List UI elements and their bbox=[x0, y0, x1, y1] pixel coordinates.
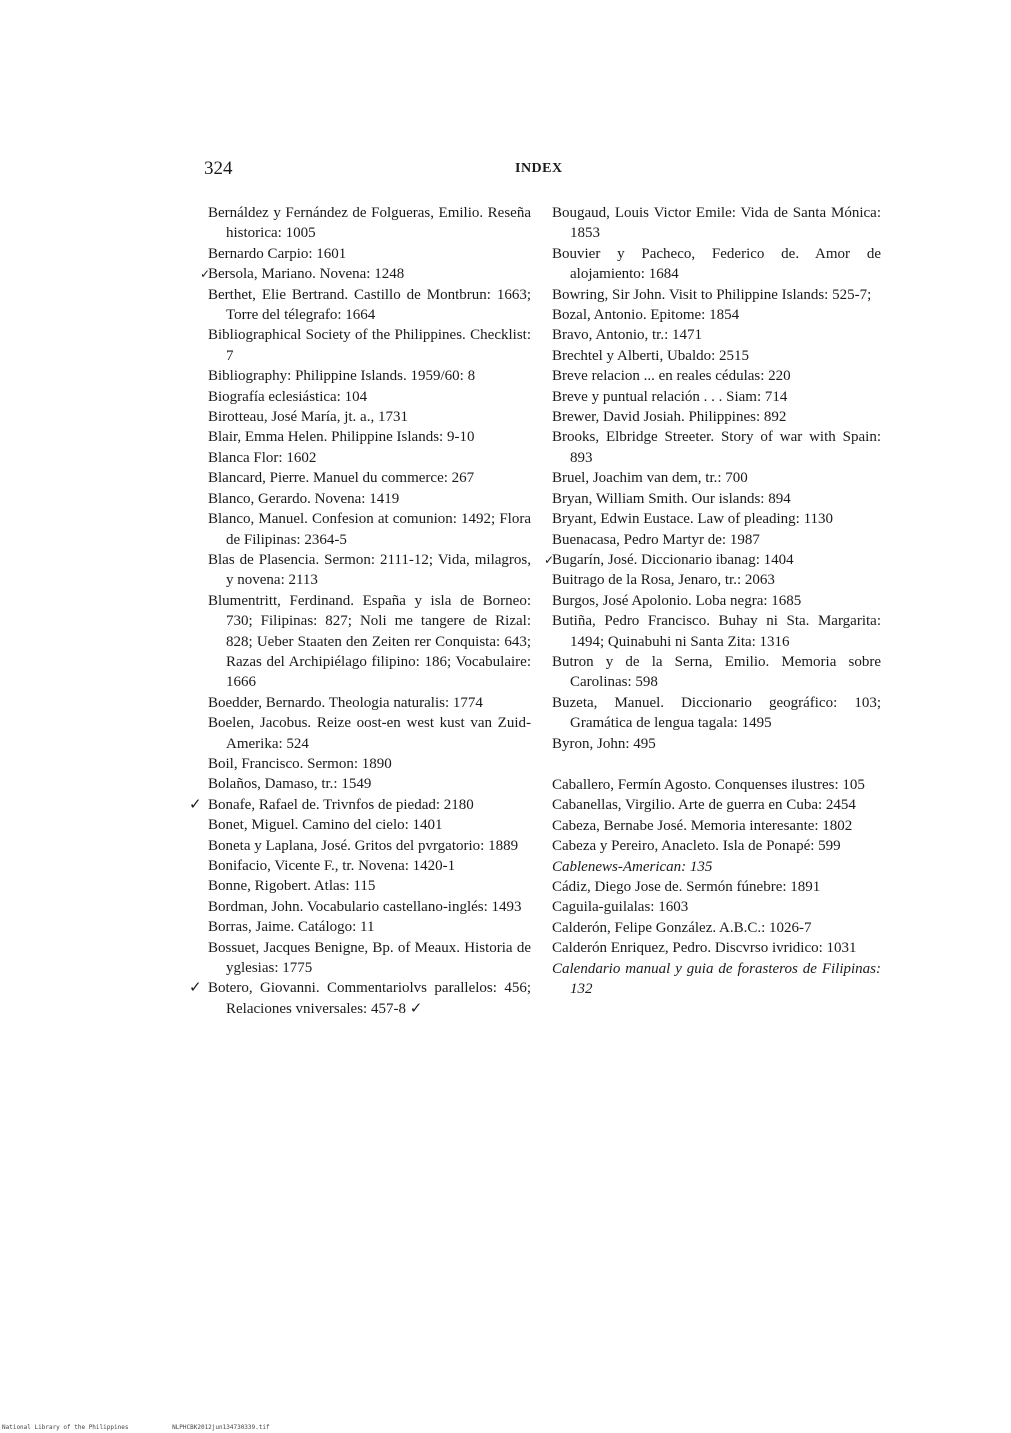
index-entry bbox=[208, 550, 531, 591]
index-column-right bbox=[544, 203, 881, 999]
index-entry-text: Boneta y Laplana, José. Gritos del pvrgatorio: 1889 bbox=[208, 837, 519, 854]
index-entry-text: Bolaños, Damaso, tr.: 1549 bbox=[208, 776, 372, 793]
index-entry-text: Blancard, Pierre. Manuel du commerce: 267 bbox=[208, 470, 475, 487]
index-entry-text: Bordman, John. Vocabulario castellano-inglés: 1493 bbox=[208, 898, 522, 915]
index-entry bbox=[552, 734, 881, 754]
index-entry bbox=[208, 387, 531, 407]
index-entry-text: Bruel, Joachim van dem, tr.: 700 bbox=[552, 470, 748, 487]
index-entry bbox=[552, 693, 881, 734]
index-entry-text: Buitrago de la Rosa, Jenaro, tr.: 2063 bbox=[552, 572, 775, 589]
index-entry-text: Bougaud, Louis Victor Emile: Vida de Santa Mónica: 1853 bbox=[552, 205, 881, 242]
index-entry bbox=[552, 509, 881, 529]
index-entry-text: Buzeta, Manuel. Diccionario geográfico: 103; Gramática de lengua tagala: 1495 bbox=[552, 694, 881, 732]
index-entry bbox=[552, 877, 881, 897]
check-mark-icon: ✓ bbox=[189, 980, 202, 997]
index-entry bbox=[208, 713, 531, 754]
index-entry bbox=[208, 427, 531, 447]
index-entry bbox=[208, 938, 531, 979]
index-entry bbox=[189, 795, 531, 815]
index-entry-text: Blanco, Manuel. Confesion at comunion: 1492; Flora de Filipinas: 2364-5 bbox=[208, 511, 531, 548]
index-entry-text: Bibliographical Society of the Philippines. Checklist: 7 bbox=[208, 327, 531, 364]
index-entry-text: Bonne, Rigobert. Atlas: 115 bbox=[208, 878, 376, 895]
index-entry-text: Blumentritt, Ferdinand. España y isla de Borneo: 730; Filipinas: 827; Noli me tangere de Rizal: 828; Ueber Staaten den Zeiten rer Conquista: 643; Razas del Archipiélago filipino: 186; Vocabulaire: 1666 bbox=[208, 592, 531, 691]
index-entry-text: Bravo, Antonio, tr.: 1471 bbox=[552, 327, 702, 344]
index-entry-text: Butiña, Pedro Francisco. Buhay ni Sta. Margarita: 1494; Quinabuhi ni Santa Zita: 1316 bbox=[552, 613, 881, 650]
index-entry-text: Botero, Giovanni. Commentariolvs parallelos: 456; Relaciones vniversales: 457-8 ✓ bbox=[208, 980, 531, 1017]
index-entry bbox=[552, 325, 881, 345]
scan-footer-library: National Library of the Philippines bbox=[2, 1424, 129, 1431]
index-entry-text: Bryan, William Smith. Our islands: 894 bbox=[552, 490, 791, 507]
index-entry-text: Birotteau, José María, jt. a., 1731 bbox=[208, 409, 408, 426]
index-entry bbox=[552, 346, 881, 366]
check-mark-icon: ✓ bbox=[189, 796, 202, 813]
index-entry bbox=[208, 489, 531, 509]
index-entry-text: Bouvier y Pacheco, Federico de. Amor de alojamiento: 1684 bbox=[552, 245, 881, 283]
index-entry-text: Blanco, Gerardo. Novena: 1419 bbox=[208, 490, 400, 507]
index-entry-text: Cádiz, Diego Jose de. Sermón fúnebre: 1891 bbox=[552, 879, 821, 895]
index-entry bbox=[552, 203, 881, 244]
index-entry-text: Bossuet, Jacques Benigne, Bp. of Meaux. Historia de yglesias: 1775 bbox=[208, 939, 531, 977]
index-entry bbox=[208, 468, 531, 488]
index-entry-text: Bonet, Miguel. Camino del cielo: 1401 bbox=[208, 817, 443, 834]
index-entry-text: Breve y puntual relación . . . Siam: 714 bbox=[552, 388, 788, 405]
index-entry bbox=[208, 244, 531, 264]
index-entry bbox=[552, 836, 881, 856]
index-entry-text: Bernáldez y Fernández de Folgueras, Emilio. Reseña historica: 1005 bbox=[208, 205, 531, 242]
index-entry-text: Caballero, Fermín Agosto. Conquenses ilustres: 105 bbox=[552, 776, 865, 793]
index-entry bbox=[208, 917, 531, 937]
index-entry-text: Boedder, Bernardo. Theologia naturalis: 1774 bbox=[208, 694, 483, 711]
index-entry bbox=[552, 775, 881, 795]
index-entry bbox=[208, 774, 531, 794]
index-entry-text: Byron, John: 495 bbox=[552, 735, 656, 752]
index-entry-text: Blas de Plasencia. Sermon: 2111-12; Vida, milagros, y novena: 2113 bbox=[208, 551, 531, 589]
index-entry bbox=[208, 876, 531, 896]
index-entry bbox=[552, 652, 881, 693]
index-entry-text: Buenacasa, Pedro Martyr de: 1987 bbox=[552, 531, 760, 548]
index-entry bbox=[208, 754, 531, 774]
index-entry bbox=[552, 591, 881, 611]
index-entry-text: Brewer, David Josiah. Philippines: 892 bbox=[552, 409, 787, 426]
index-entry bbox=[208, 448, 531, 468]
index-entry bbox=[544, 550, 881, 570]
index-entry-text: Caguila-guilalas: 1603 bbox=[552, 899, 689, 916]
index-entry-text: Brechtel y Alberti, Ubaldo: 2515 bbox=[552, 347, 750, 364]
index-entry-text: Bozal, Antonio. Epitome: 1854 bbox=[552, 307, 740, 324]
index-entry-text: Cabanellas, Virgilio. Arte de guerra en Cuba: 2454 bbox=[552, 797, 856, 814]
index-entry bbox=[552, 897, 881, 917]
index-entry bbox=[552, 938, 881, 958]
index-entry-text: Calderón, Felipe González. A.B.C.: 1026-7 bbox=[552, 919, 812, 936]
index-entry-text: Butron y de la Serna, Emilio. Memoria sobre Carolinas: 598 bbox=[552, 653, 881, 691]
index-entry-text: Cablenews-American: 135 bbox=[552, 858, 713, 875]
index-entry bbox=[208, 509, 531, 550]
index-entry bbox=[552, 387, 881, 407]
index-entry bbox=[208, 325, 531, 366]
index-entry bbox=[552, 816, 881, 836]
index-entry bbox=[552, 427, 881, 468]
index-entry-text: Cabeza, Bernabe José. Memoria interesante: 1802 bbox=[552, 817, 853, 834]
index-entry-text: Bibliography: Philippine Islands. 1959/60: 8 bbox=[208, 368, 476, 385]
index-entry-text: Borras, Jaime. Catálogo: 11 bbox=[208, 919, 375, 936]
index-entry-text: Blanca Flor: 1602 bbox=[208, 449, 317, 466]
index-entry-text: Bryant, Edwin Eustace. Law of pleading: 1130 bbox=[552, 511, 834, 528]
index-entry-text: Bowring, Sir John. Visit to Philippine Islands: 525-7; bbox=[552, 286, 872, 303]
index-entry bbox=[200, 264, 531, 284]
index-entry bbox=[552, 305, 881, 325]
index-entry bbox=[552, 611, 881, 652]
scan-footer bbox=[2, 1424, 310, 1431]
page-number: 324 bbox=[204, 158, 233, 179]
index-entry-text: Bonafe, Rafael de. Trivnfos de piedad: 2180 bbox=[208, 796, 474, 813]
index-column-left bbox=[189, 203, 531, 1019]
index-entry-text: Burgos, José Apolonio. Loba negra: 1685 bbox=[552, 592, 802, 609]
index-entry-text: Bernardo Carpio: 1601 bbox=[208, 245, 347, 262]
index-entry bbox=[552, 530, 881, 550]
index-entry bbox=[189, 978, 531, 1019]
index-entry bbox=[552, 570, 881, 590]
index-entry-text: Calderón Enriquez, Pedro. Discvrso ivridico: 1031 bbox=[552, 940, 857, 957]
index-entry-text: Bugarín, José. Diccionario ibanag: 1404 bbox=[552, 551, 794, 568]
index-entry bbox=[552, 918, 881, 938]
index-entry-text: Blair, Emma Helen. Philippine Islands: 9-10 bbox=[208, 429, 475, 446]
index-entry-text: Berthet, Elie Bertrand. Castillo de Montbrun: 1663; Torre del télegrafo: 1664 bbox=[208, 286, 531, 324]
index-entry-text: Brooks, Elbridge Streeter. Story of war with Spain: 893 bbox=[552, 429, 881, 466]
index-entry bbox=[552, 244, 881, 285]
index-entry bbox=[208, 897, 531, 917]
index-entry-text: Biografía eclesiástica: 104 bbox=[208, 388, 368, 405]
index-entry-text: Bersola, Mariano. Novena: 1248 bbox=[208, 266, 405, 283]
index-entry bbox=[208, 203, 531, 244]
check-mark-icon: ✓ bbox=[544, 552, 555, 567]
index-entry bbox=[552, 489, 881, 509]
index-entry-text: Cabeza y Pereiro, Anacleto. Isla de Ponapé: 599 bbox=[552, 838, 841, 855]
index-entry-text: Boelen, Jacobus. Reize oost-en west kust van Zuid-Amerika: 524 bbox=[208, 715, 531, 752]
index-entry bbox=[552, 366, 881, 386]
running-head: INDEX bbox=[515, 161, 563, 176]
index-entry bbox=[208, 836, 531, 856]
index-entry bbox=[552, 959, 881, 1000]
index-entry-text: Bonifacio, Vicente F., tr. Novena: 1420-1 bbox=[208, 858, 456, 874]
index-entry bbox=[552, 795, 881, 815]
index-entry bbox=[208, 366, 531, 386]
scan-footer-filename: NLPHCBK2012jun134730339.tif bbox=[172, 1424, 270, 1431]
index-entry bbox=[552, 857, 881, 877]
index-entry bbox=[208, 856, 531, 876]
index-entry bbox=[552, 285, 881, 305]
index-entry bbox=[208, 815, 531, 835]
index-entry bbox=[208, 591, 531, 693]
index-entry bbox=[208, 285, 531, 326]
index-entry-text: Boil, Francisco. Sermon: 1890 bbox=[208, 755, 392, 772]
index-entry bbox=[552, 468, 881, 488]
index-entry bbox=[208, 407, 531, 427]
index-entry bbox=[552, 407, 881, 427]
check-mark-icon: ✓ bbox=[200, 267, 211, 282]
index-entry-text: Calendario manual y guia de forasteros de Filipinas: 132 bbox=[552, 960, 881, 998]
index-entry bbox=[208, 693, 531, 713]
index-entry-text: Breve relacion ... en reales cédulas: 220 bbox=[552, 368, 791, 385]
